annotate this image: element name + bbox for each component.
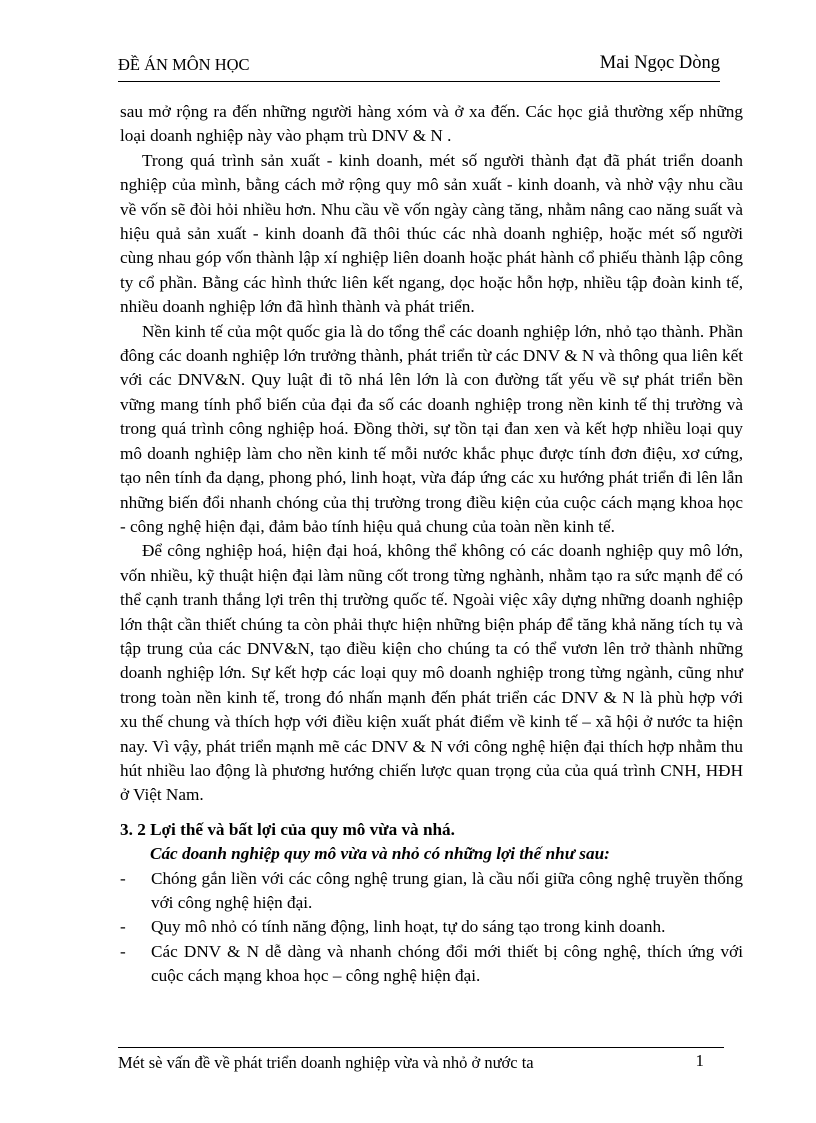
page-header — [118, 53, 720, 82]
list-item-text: Quy mô nhỏ có tính năng động, linh hoạt, tự do sáng tạo trong kinh doanh. — [151, 917, 666, 937]
header-course-title: ĐỀ ÁN MÔN HỌC — [118, 55, 250, 74]
subsection-title: Các doanh nghiệp quy mô vừa và nhỏ có những lợi thế như sau: — [150, 844, 610, 864]
bullet-marker: - — [120, 868, 126, 888]
list-item — [120, 915, 743, 939]
bullet-marker: - — [120, 941, 126, 961]
page-footer — [118, 1047, 724, 1078]
list-item — [120, 867, 743, 916]
paragraph: Trong quá trình sản xuất - kinh doanh, mét số người thành đạt đã phát triển doanh nghiệp của mình, bằng cách mở rộng quy mô sản xuất - kinh doanh, và nhờ vậy nhu cầu về vốn sẽ đòi hỏi nhiều hơn. Nhu cầu về vốn ngày càng tăng, nhằm nâng cao năng suất và hiệu quả sản xuất - kinh doanh đã thôi thúc các nhà doanh nghiệp, hoặc mét số người cùng nhau góp vốn thành lập xí nghiệp liên doanh hoặc phát hành cổ phiếu thành lập công ty cổ phần. Bằng các hình thức liên kết ngang, dọc hoặc hỗn hợp, nhiều tập đoàn kinh tế, nhiều doanh nghiệp lớn đã hình thành và phát triển. — [120, 150, 743, 317]
paragraph: Nền kinh tế của một quốc gia là do tổng thể các doanh nghiệp lớn, nhỏ tạo thành. Phần đông các doanh nghiệp lớn trưởng thành, phát triển từ các DNV & N và thông qua liên kết với các DNV&N. Quy luật đi tõ nhá lên lớn là con đường tất yếu về sự phát triển bền vững mang tính phổ biến của đại đa số các doanh nghiệp trong nền kinh tế thị trường và trong quá trình công nghiệp hoá. Đồng thời, sự tồn tại đan xen và kết hợp nhiều loại quy mô doanh nghiệp làm cho nền kinh tế mỗi nước khắc phục được tính đơn điệu, xơ cứng, tạo nên tính đa dạng, phong phó, linh hoạt, vừa đáp ứng các xu hướng phát triển đi lên lẫn những biến đổi nhanh chóng của thị trường trong điều kiện của cuộc cách mạng khoa học - công nghệ hiện đại, đảm bảo tính hiệu quả chung của toàn nền kinh tế. — [120, 321, 743, 536]
document-body — [120, 100, 743, 989]
footer-document-title: Mét sè vấn đề về phát triển doanh nghiệp vừa và nhỏ ở nước ta — [118, 1053, 534, 1072]
list-item-text: Chóng gắn liền với các công nghệ trung gian, là cầu nối giữa công nghệ truyền thống với công nghệ hiện đại. — [151, 868, 743, 912]
list-item-text: Các DNV & N dễ dàng và nhanh chóng đổi mới thiết bị công nghệ, thích ứng với cuộc cách mạng khoa học – công nghệ hiện đại. — [151, 941, 743, 986]
paragraph: sau mở rộng ra đến những người hàng xóm và ở xa đến. Các học giả thường xếp những loại doanh nghiệp này vào phạm trù DNV & N . — [120, 102, 743, 146]
paragraph: Để công nghiệp hoá, hiện đại hoá, không thể không có các doanh nghiệp quy mô lớn, vốn nhiều, kỹ thuật hiện đại làm nũng cốt trong từng nghành, nhằm tạo ra sức mạnh để có thể cạnh tranh thắng lợi trên thị trường quốc tế. Ngoài việc xây dựng những doanh nghiệp lớn thật cần thiết chúng ta còn phải thực hiện những biện pháp để tăng khả năng tích tụ và tập trung của các DNV&N, tạo điều kiện cho chúng ta có thể vươn lên trở thành những doanh nghiệp lớn. Sự kết hợp các loại quy mô doanh nghiệp trong từng ngành, cũng như trong toàn nền kinh tế, trong đó nhấn mạnh đến phát triển các DNV & N là phù hợp với xu thế chung và thích hợp với điều kiện xuất phát điểm về kinh tế – xã hội ở nước ta hiện nay. Vì vậy, phát triển mạnh mẽ các DNV & N với công nghệ hiện đại thích hợp nhằm thu hút nhiều lao động là phương hướng chiến lược quan trọng của của quá trình CNH, HĐH ở Việt Nam. — [120, 541, 743, 805]
section-title: 3. 2 Lợi thế và bất lợi của quy mô vừa và nhá. — [120, 819, 455, 839]
header-author: Mai Ngọc Dòng — [599, 53, 720, 73]
page-number: 1 — [695, 1051, 704, 1070]
list-item — [120, 940, 743, 989]
bullet-marker: - — [120, 917, 126, 937]
